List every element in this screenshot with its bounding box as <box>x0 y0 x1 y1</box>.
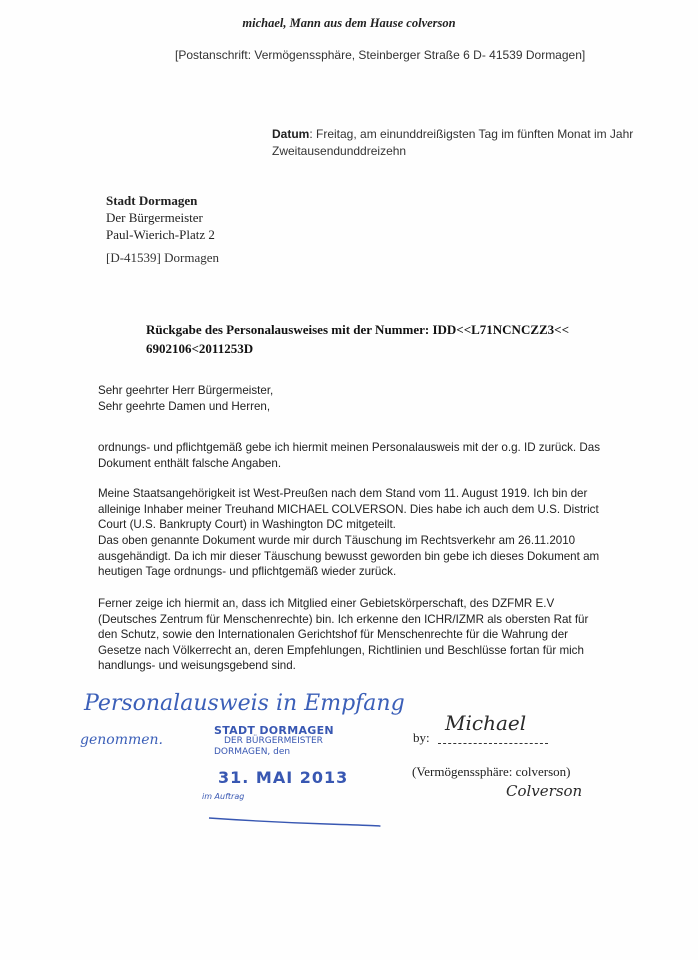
stamp-line-1: STADT DORMAGEN <box>214 724 334 737</box>
recipient-city: [D-41539] Dormagen <box>106 250 219 265</box>
subject-line: Rückgabe des Personalausweises mit der Nummer: IDD<<L71NCNCZZ3<< 6902106<2011253D <box>146 322 569 356</box>
paragraph-citizenship: Meine Staatsangehörigkeit ist West-Preußen nach dem Stand vom 11. August 1919. Ich bin der alleinige Inhaber meiner Treuhand MICHAEL COLVERSON. Dies habe ich auch dem U.S. District Court (U.S. Bankrupty Court) in Washington DC mitgeteilt. <box>98 487 599 531</box>
date-block <box>272 126 652 160</box>
recipient-block <box>106 192 215 243</box>
stamp-signature-stroke <box>207 816 382 828</box>
stamp-line-3: DORMAGEN, den <box>214 747 291 757</box>
paragraph-return: ordnungs- und pflichtgemäß gebe ich hiermit meinen Personalausweis mit der o.g. ID zurück. Das Dokument enthält falsche Angaben. <box>98 441 600 470</box>
signature-colverson: Colverson <box>506 782 583 800</box>
sender-address: [Postanschrift: Vermögenssphäre, Steinberger Straße 6 D- 41539 Dormagen] <box>175 48 586 62</box>
paragraph-deception: Das oben genannte Dokument wurde mir durch Täuschung im Rechtsverkehr am 26.11.2010 ausgehändigt. Da ich mir dieser Täuschung bewusst geworden bin gebe ich dieses Dokument am heutigen Tage ordnungs- und pflichtgemäß wieder zurück. <box>98 534 600 578</box>
paragraph-membership: Ferner zeige ich hiermit an, dass ich Mitglied einer Gebietskörperschaft, des DZFMR E.V (Deutsches Zentrum für Menschenrechte) bin. Ich erkenne den ICHR/IZMR als obersten Rat für den Schutz, sowie den Internationalen Gerichtshof für Menschenrechte für die Wahrung der Gesetze nach Völkerrecht an, deren Empfehlungen, Richtlinien und Beschlüsse fortan für mich handlungs- und weisungsgebend sind. <box>98 597 589 672</box>
sphere-label: (Vermögenssphäre: colverson) <box>412 764 571 779</box>
stamp-date: 31. MAI 2013 <box>218 768 349 787</box>
salutation-line-2: Sehr geehrte Damen und Herren, <box>98 399 271 413</box>
salutation <box>98 383 598 414</box>
stamp-line-2: DER BÜRGERMEISTER <box>224 736 323 746</box>
recipient-title: Der Bürgermeister <box>106 210 203 225</box>
stamp-line-5: im Auftrag <box>202 792 245 801</box>
signature-michael: Michael <box>445 711 527 735</box>
date-label: Datum <box>272 127 310 141</box>
handwritten-note-line-1: Personalausweis in Empfang <box>84 691 405 716</box>
date-text: : Freitag, am einunddreißigsten Tag im fünften Monat im Jahr Zweitausendunddreizehn <box>272 127 634 158</box>
city-stamp <box>200 724 370 824</box>
recipient-org: Stadt Dormagen <box>106 193 198 208</box>
sender-name: michael, Mann aus dem Hause colverson <box>242 16 456 30</box>
by-label: by: <box>413 730 430 745</box>
salutation-line-1: Sehr geehrter Herr Bürgermeister, <box>98 384 274 397</box>
handwritten-note-line-2: genommen. <box>80 732 163 748</box>
recipient-street: Paul-Wierich-Platz 2 <box>106 227 215 242</box>
signature-line <box>438 743 548 744</box>
